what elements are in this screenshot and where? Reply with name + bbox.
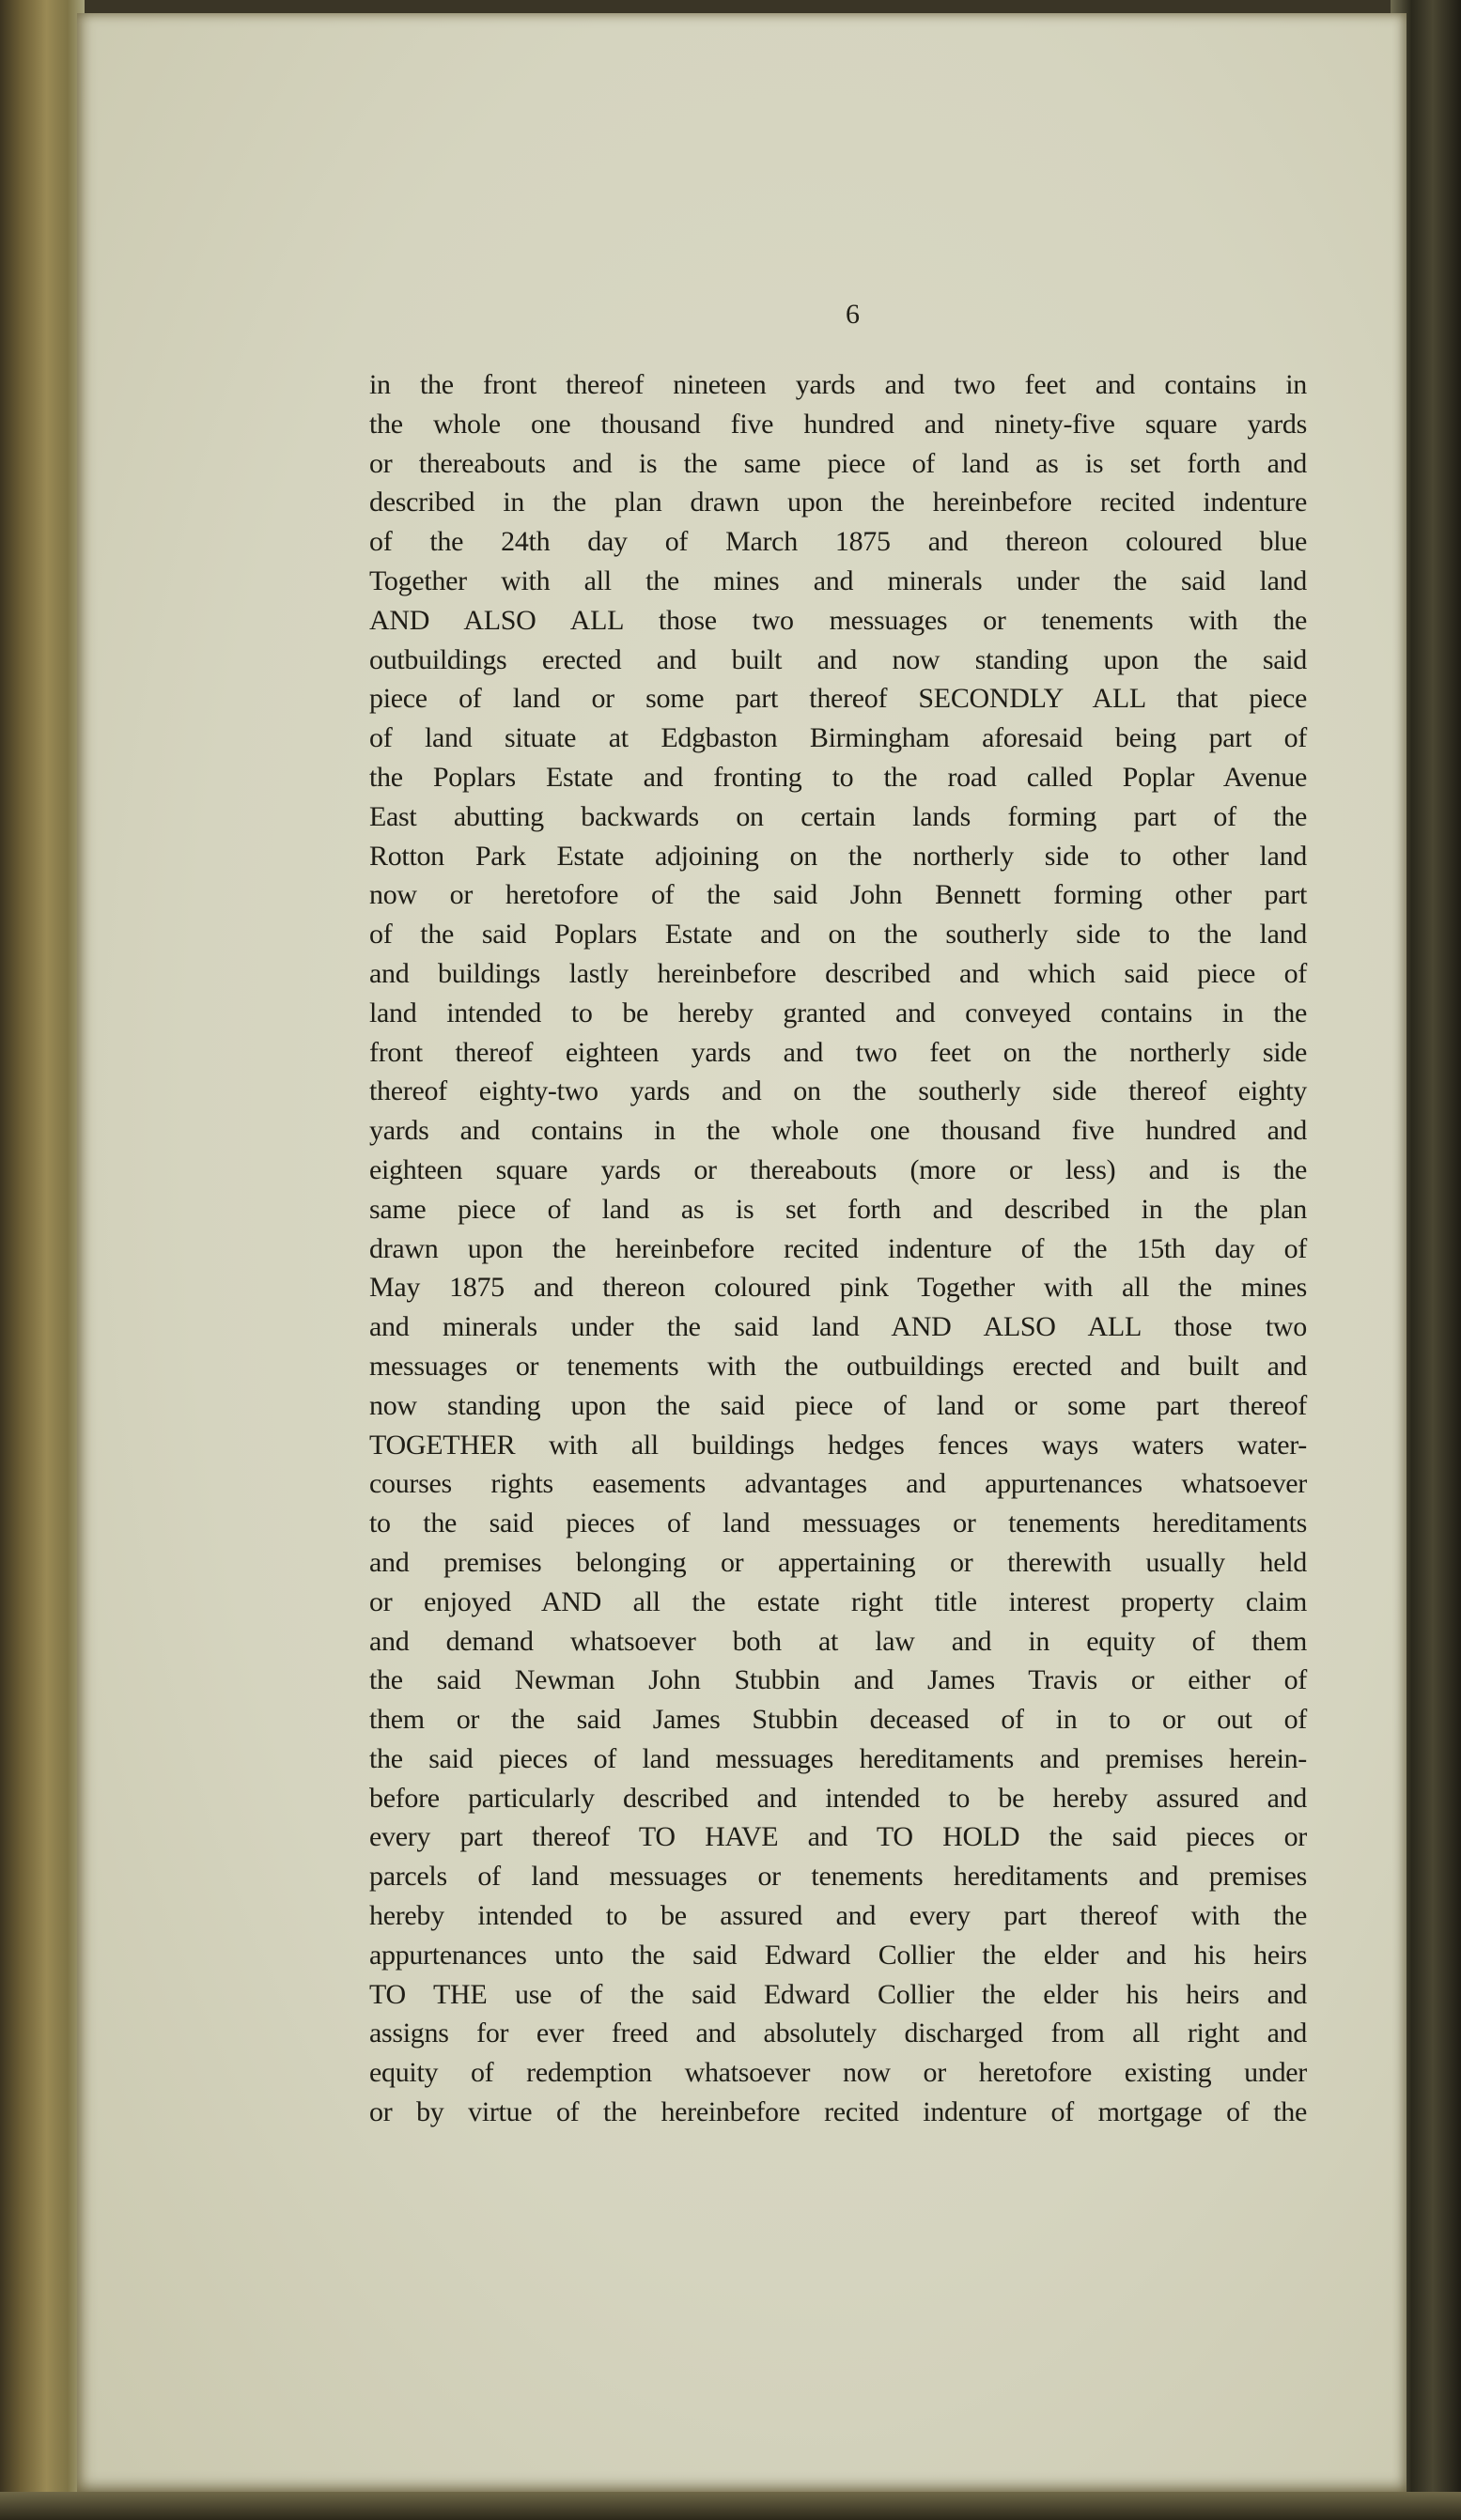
text-line	[369, 2093, 1307, 2132]
text-line	[369, 1072, 1307, 1111]
text-line	[369, 1622, 1307, 1662]
text-line-content: equity of redemption whatsoever now or heretofore existing under	[369, 2057, 1307, 2089]
text-line	[369, 1817, 1307, 1857]
text-line-content: courses rights easements advantages and appurtenances whatsoever	[369, 1468, 1307, 1500]
text-line-content: in the front thereof nineteen yards and two feet and contains in	[369, 369, 1307, 400]
text-line-content: yards and contains in the whole one thousand five hundred and	[369, 1115, 1307, 1147]
text-line-content: the said Newman John Stubbin and James Travis or either of	[369, 1664, 1307, 1696]
text-line-content: the Poplars Estate and fronting to the road called Poplar Avenue	[369, 761, 1307, 793]
text-line	[369, 1111, 1307, 1151]
text-line-content: every part thereof TO HAVE and TO HOLD the said pieces or	[369, 1821, 1307, 1853]
text-line-content: Rotton Park Estate adjoining on the northerly side to other land	[369, 840, 1307, 872]
text-line	[369, 837, 1307, 876]
text-line-content: TOGETHER with all buildings hedges fences ways waters water-	[369, 1429, 1307, 1461]
text-line	[369, 1347, 1307, 1386]
text-line-content: TO THE use of the said Edward Collier the elder his heirs and	[369, 1978, 1307, 2010]
text-line	[369, 1190, 1307, 1229]
text-line	[369, 1426, 1307, 1465]
text-line	[369, 1268, 1307, 1307]
text-line-content: now or heretofore of the said John Bennett forming other part	[369, 879, 1307, 911]
text-line	[369, 679, 1307, 719]
text-line-content: East abutting backwards on certain lands forming part of the	[369, 800, 1307, 832]
text-line-content: front thereof eighteen yards and two feet on the northerly side	[369, 1036, 1307, 1068]
text-line-content: messuages or tenements with the outbuildings erected and built and	[369, 1350, 1307, 1382]
text-line-content: AND ALSO ALL those two messuages or tenements with the	[369, 604, 1307, 636]
text-line-content: assigns for ever freed and absolutely discharged from all right and	[369, 2018, 1307, 2049]
body-text	[369, 365, 1307, 2132]
text-line	[369, 1779, 1307, 1818]
text-line	[369, 1857, 1307, 1896]
text-line-content: and demand whatsoever both at law and in equity of them	[369, 1625, 1307, 1657]
text-line	[369, 875, 1307, 915]
text-line	[369, 405, 1307, 444]
text-line-content: hereby intended to be assured and every part thereof with the	[369, 1900, 1307, 1932]
text-line	[369, 758, 1307, 797]
text-line-content: outbuildings erected and built and now standing upon the said	[369, 643, 1307, 675]
text-line-content: them or the said James Stubbin deceased of in to or out of	[369, 1704, 1307, 1736]
page-number: 6	[846, 299, 860, 330]
text-line	[369, 1543, 1307, 1583]
text-line-content: before particularly described and intended to be hereby assured and	[369, 1782, 1307, 1814]
book-binding	[0, 0, 85, 2520]
text-line	[369, 1464, 1307, 1504]
text-line-content: appurtenances unto the said Edward Collier the elder and his heirs	[369, 1939, 1307, 1971]
text-line-content: parcels of land messuages or tenements hereditaments and premises	[369, 1861, 1307, 1893]
text-line-content: same piece of land as is set forth and described in the plan	[369, 1193, 1307, 1225]
text-line-content: or enjoyed AND all the estate right title interest property claim	[369, 1585, 1307, 1617]
text-line-content: now standing upon the said piece of land or some part thereof	[369, 1389, 1307, 1421]
text-line-content: of land situate at Edgbaston Birmingham aforesaid being part of	[369, 722, 1307, 754]
text-line	[369, 1583, 1307, 1622]
text-line	[369, 365, 1307, 405]
text-line-content: to the said pieces of land messuages or tenements hereditaments	[369, 1507, 1307, 1539]
text-line	[369, 915, 1307, 954]
scan-bottom-edge	[0, 2492, 1461, 2520]
text-line	[369, 1307, 1307, 1347]
text-line	[369, 1739, 1307, 1779]
text-line-content: described in the plan drawn upon the hereinbefore recited indenture	[369, 487, 1307, 518]
text-line	[369, 641, 1307, 680]
text-line	[369, 522, 1307, 562]
text-line-content: or by virtue of the hereinbefore recited indenture of mortgage of the	[369, 2096, 1307, 2128]
text-line-content: Together with all the mines and minerals under the said land	[369, 564, 1307, 596]
text-line-content: drawn upon the hereinbefore recited indenture of the 15th day of	[369, 1232, 1307, 1264]
text-line-content: and minerals under the said land AND ALSO ALL those two	[369, 1311, 1307, 1343]
text-line	[369, 1896, 1307, 1936]
text-line-content: of the 24th day of March 1875 and thereon coloured blue	[369, 526, 1307, 558]
text-line-content: thereof eighty-two yards and on the southerly side thereof eighty	[369, 1075, 1307, 1107]
text-line	[369, 1386, 1307, 1426]
text-line	[369, 601, 1307, 641]
text-line-content: and buildings lastly hereinbefore described and which said piece of	[369, 957, 1307, 989]
text-line	[369, 1229, 1307, 1269]
text-line	[369, 2053, 1307, 2093]
text-line	[369, 1661, 1307, 1700]
text-line	[369, 562, 1307, 601]
text-line	[369, 483, 1307, 522]
text-line-content: the said pieces of land messuages hereditaments and premises herein-	[369, 1742, 1307, 1774]
text-line	[369, 444, 1307, 484]
text-line	[369, 1700, 1307, 1739]
text-line-content: of the said Poplars Estate and on the southerly side to the land	[369, 919, 1307, 951]
text-line	[369, 797, 1307, 837]
text-line	[369, 954, 1307, 994]
text-line-content: the whole one thousand five hundred and ninety-five square yards	[369, 408, 1307, 440]
text-line-content: eighteen square yards or thereabouts (more or less) and is the	[369, 1153, 1307, 1185]
text-line	[369, 1033, 1307, 1073]
text-line	[369, 1504, 1307, 1543]
text-line	[369, 1975, 1307, 2015]
text-line-content: land intended to be hereby granted and conveyed contains in the	[369, 997, 1307, 1028]
text-line-content: piece of land or some part thereof SECONDLY ALL that piece	[369, 683, 1307, 715]
text-line-content: and premises belonging or appertaining or therewith usually held	[369, 1546, 1307, 1578]
text-line-content: or thereabouts and is the same piece of land as is set forth and	[369, 447, 1307, 479]
text-line	[369, 719, 1307, 758]
text-line	[369, 2014, 1307, 2053]
text-line	[369, 1936, 1307, 1975]
text-line-content: May 1875 and thereon coloured pink Together with all the mines	[369, 1272, 1307, 1304]
text-line	[369, 994, 1307, 1033]
text-line	[369, 1151, 1307, 1190]
